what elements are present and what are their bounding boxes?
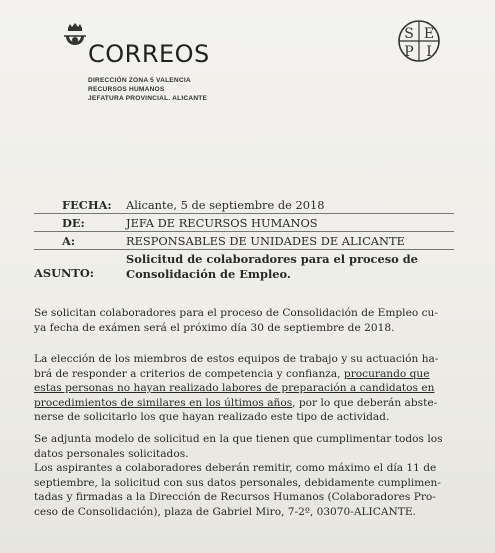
organization-block [88, 76, 207, 103]
org-line: JEFATURA PROVINCIAL. ALICANTE [88, 95, 208, 102]
paragraph-3 [34, 432, 454, 461]
text-line: La elección de los miembros de estos equipos de trabajo y su actuación ha- [34, 353, 439, 365]
text-line: Se adjunta modelo de solicitud en la que tienen que cumplimentar todos los [34, 433, 443, 445]
fecha-row [34, 196, 454, 214]
correos-logo [62, 22, 212, 72]
a-row [34, 232, 454, 250]
asunto-label: ASUNTO: [34, 266, 95, 280]
text-line: tadas y firmadas a la Dirección de Recursos Humanos (Colaboradores Pro- [34, 491, 436, 504]
sepi-letter-p: P [404, 44, 414, 60]
paragraph-2 [34, 352, 454, 425]
a-value: RESPONSABLES DE UNIDADES DE ALICANTE [126, 234, 405, 248]
a-label: A: [62, 234, 76, 248]
underlined-text: estas personas no hayan realizado labores de preparación a candidatos en [34, 382, 435, 395]
sepi-letter-s: S [404, 26, 414, 42]
brand-name: CORREOS [88, 40, 210, 68]
text-segment: , por lo que deberán abste- [292, 396, 438, 409]
paragraph-4 [34, 461, 454, 519]
sepi-letter-i: I [426, 44, 432, 60]
de-row [34, 214, 454, 232]
org-line: RECURSOS HUMANOS [88, 86, 165, 93]
text-line: septiembre, la solicitud con sus datos personales, debidamente cumplimen- [34, 476, 441, 489]
crown-horn-icon [62, 22, 88, 60]
text-line: Se solicitan colaboradores para el proceso de Consolidación de Empleo cu- [34, 307, 438, 319]
memo-header [34, 196, 454, 288]
text-line: ceso de Consolidación), plaza de Gabriel Miro, 7-2º, 03070-ALICANTE. [34, 505, 416, 518]
underlined-text: procedimientos de similares en los últimos años [34, 396, 293, 409]
text-segment: brá de responder a criterios de competencia y confianza, [34, 367, 344, 380]
fecha-label: FECHA: [62, 198, 112, 212]
asunto-row [34, 250, 454, 288]
text-line: ya fecha de exámen será el próximo día 30 de septiembre de 2018. [34, 321, 395, 334]
text-line [34, 367, 454, 382]
de-label: DE: [62, 216, 85, 230]
text-line [34, 396, 454, 411]
sepi-letter-e: E [423, 26, 435, 42]
sepi-logo [396, 18, 442, 78]
de-value: JEFA DE RECURSOS HUMANOS [126, 216, 318, 230]
asunto-value [126, 252, 418, 282]
text-line: nerse de solicitarlo los que hayan realizado este tipo de actividad. [34, 411, 390, 424]
asunto-line: Solicitud de colaboradores para el proceso de [126, 252, 418, 266]
underlined-text: procurando que [343, 367, 430, 380]
asunto-line: Consolidación de Empleo. [126, 267, 291, 281]
fecha-value: Alicante, 5 de septiembre de 2018 [126, 198, 325, 212]
text-line: datos personales solicitados. [34, 447, 189, 460]
org-line: DIRECCIÓN ZONA 5 VALENCIA [88, 77, 191, 84]
text-line: Los aspirantes a colaboradores deberán remitir, como máximo el día 11 de [34, 462, 437, 474]
paragraph-1 [34, 306, 454, 335]
